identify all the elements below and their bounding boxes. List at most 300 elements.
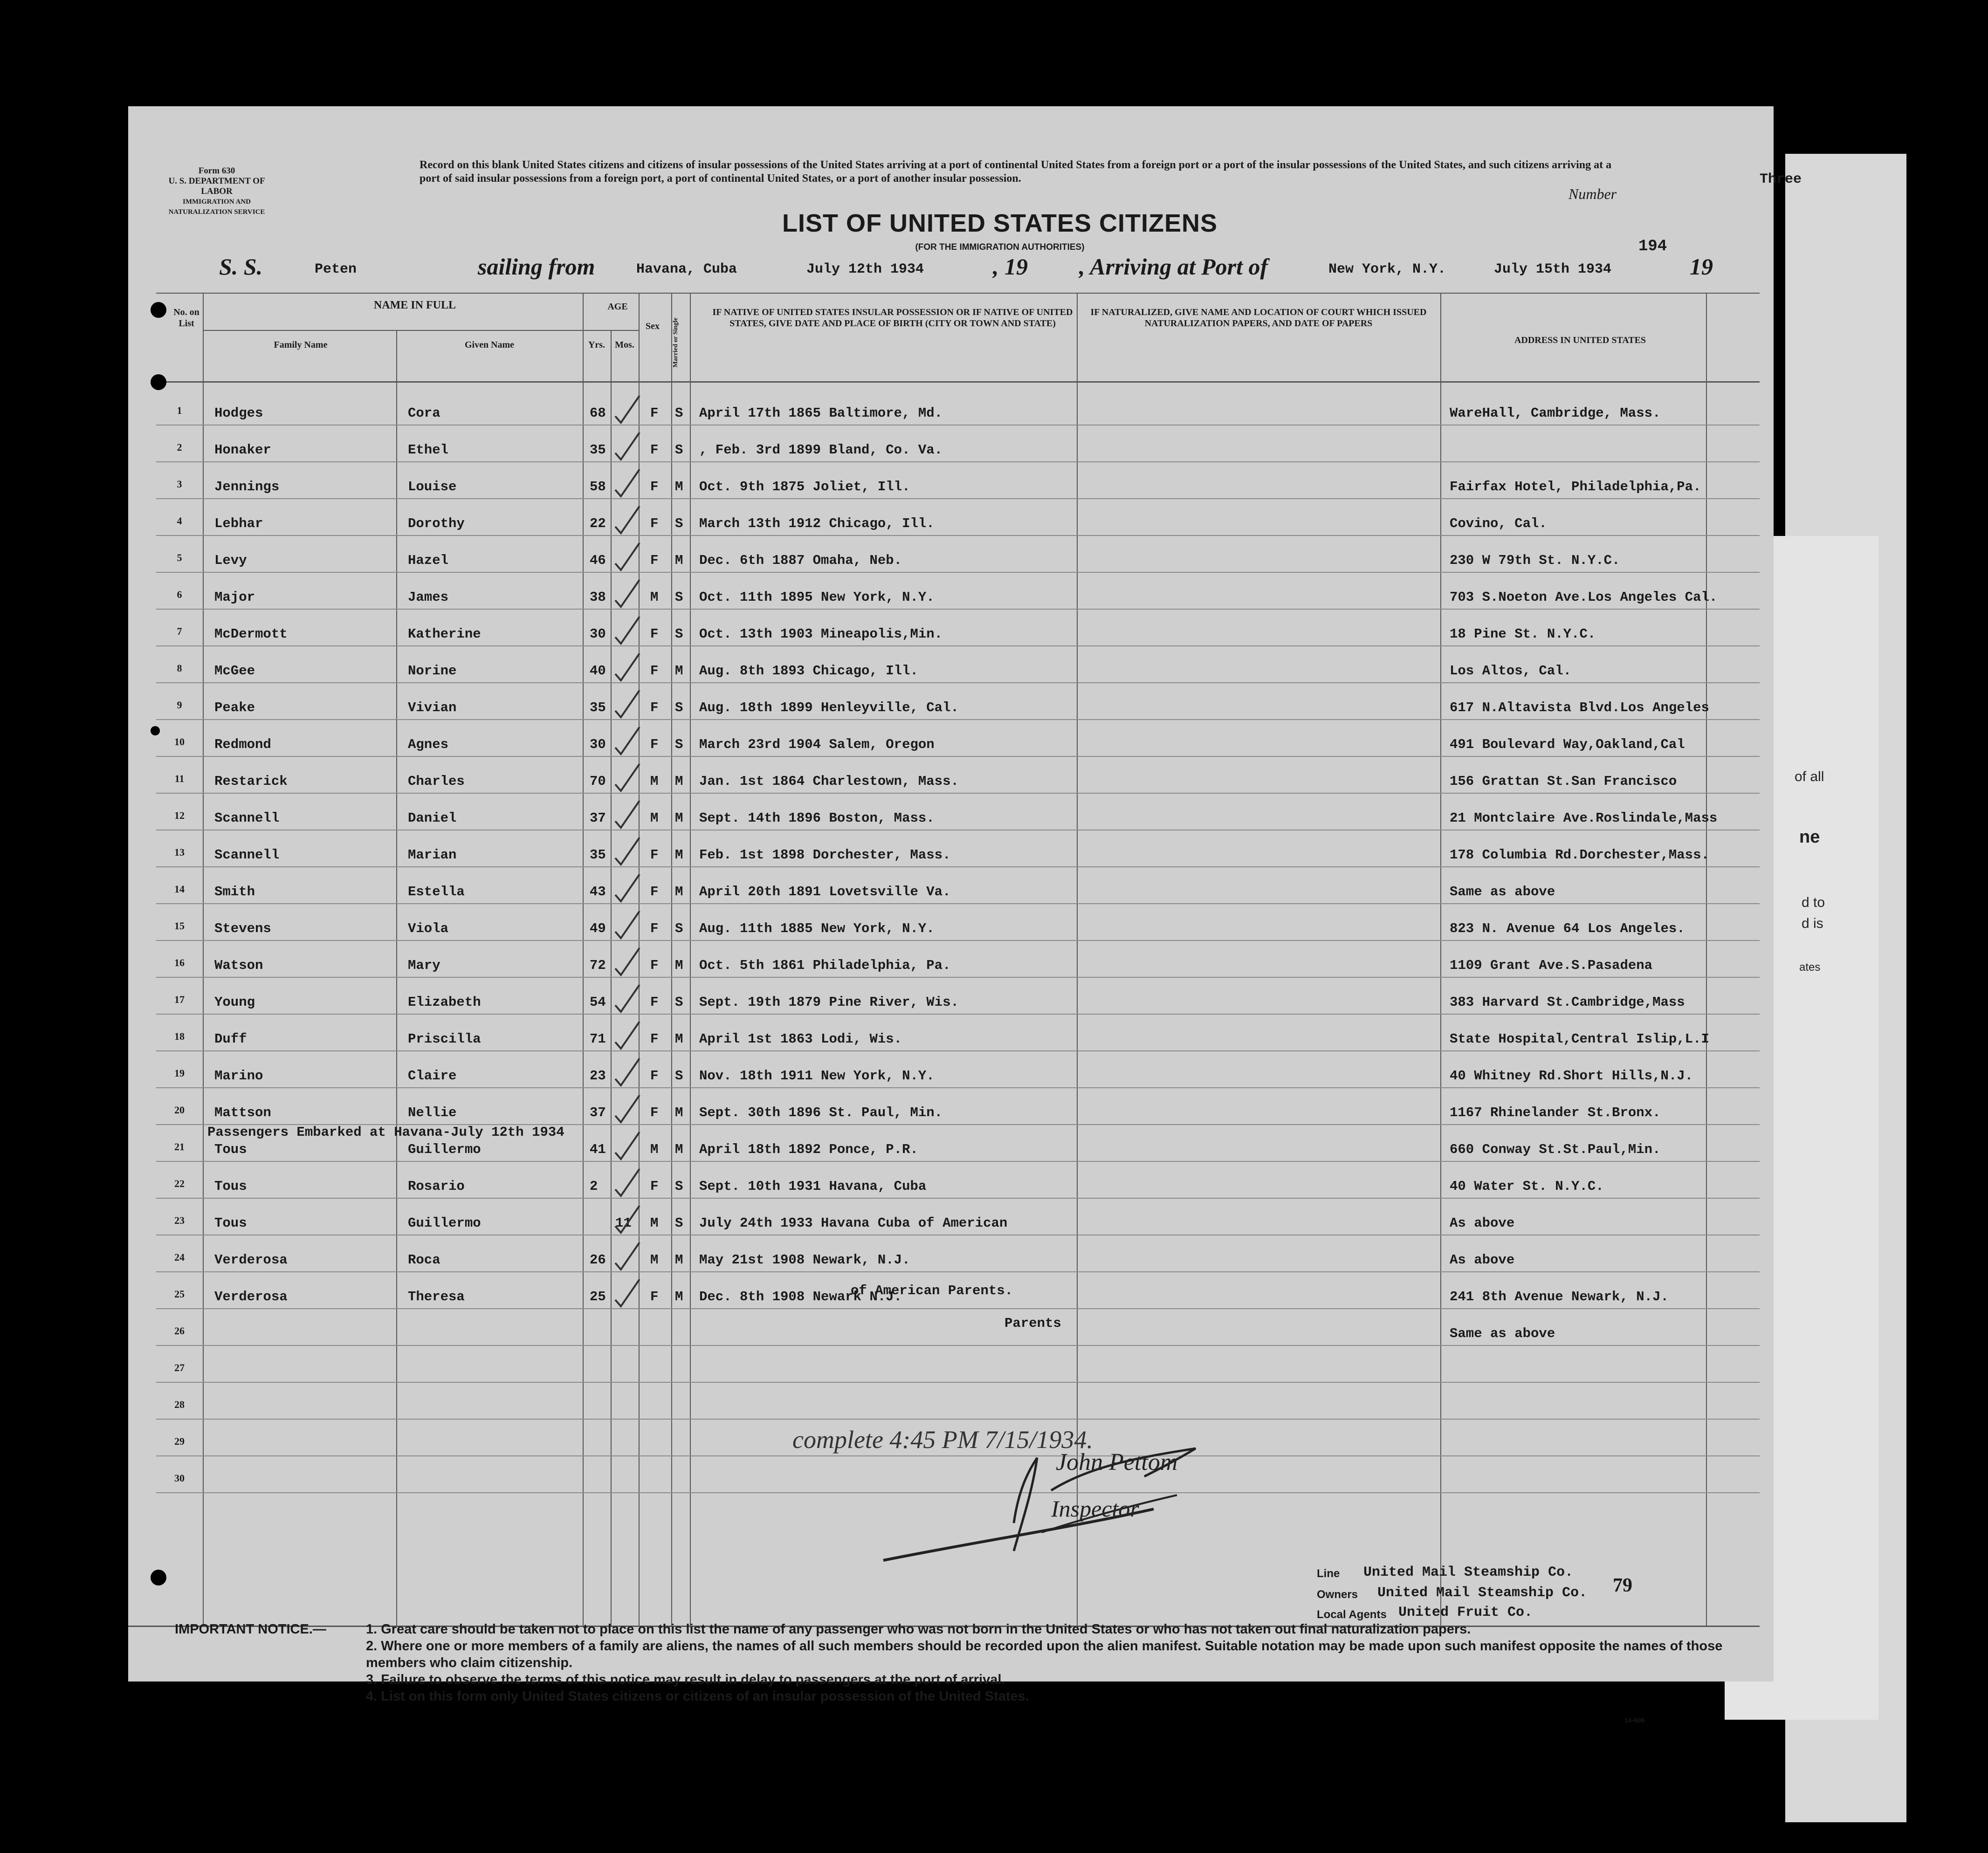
col-mos-header: Mos. — [615, 340, 634, 350]
age-months-cell: 11 — [615, 1215, 632, 1231]
col-birth-header: IF NATIVE OF UNITED STATES INSULAR POSSESSION OR IF NATIVE OF UNITED STATES, GIVE DATE AND PLACE OF BIRTH (CITY OR TOWN AND STATE) — [712, 307, 1073, 329]
row-number: 15 — [174, 920, 185, 932]
given-name-cell: Ethel — [408, 442, 449, 458]
address-cell: Covino, Cal. — [1450, 516, 1547, 531]
notice-item: 2. Where one or more members of a family are aliens, the names of all such members should be recorded upon the alien manifest. Suitable notation may be made upon such manifest opposite the names of those members who claim citizenship. — [366, 1639, 1723, 1670]
age-years-cell: 30 — [590, 737, 606, 752]
marital-status-cell: M — [675, 479, 683, 494]
family-name-cell: Redmond — [214, 737, 271, 752]
marital-status-cell: S — [675, 700, 683, 715]
family-name-cell: Young — [214, 995, 255, 1010]
address-cell: Same as above — [1450, 884, 1555, 899]
year-label: , 19 — [993, 254, 1028, 280]
row-number: 27 — [174, 1362, 185, 1373]
given-name-cell: Elizabeth — [408, 995, 481, 1010]
marital-status-cell: M — [675, 958, 683, 973]
check-mark-icon — [611, 577, 643, 610]
row-number: 1 — [177, 405, 182, 416]
birth-place-cell: April 17th 1865 Baltimore, Md. — [699, 405, 943, 421]
number-field — [1568, 172, 1802, 203]
address-cell: 1109 Grant Ave.S.Pasadena — [1450, 958, 1653, 973]
manifest-sheet — [128, 106, 1802, 1724]
row-rule — [156, 756, 1760, 757]
marital-status-cell: S — [675, 1179, 683, 1194]
birth-place-cell: March 23rd 1904 Salem, Oregon — [699, 737, 935, 752]
ship-name: Peten — [315, 261, 357, 277]
age-years-cell: 71 — [590, 1031, 606, 1047]
given-name-cell: Vivian — [408, 700, 457, 715]
birth-place-cell: Oct. 9th 1875 Joliet, Ill. — [699, 479, 910, 494]
address-cell: 40 Whitney Rd.Short Hills,N.J. — [1450, 1068, 1693, 1084]
check-mark-icon — [611, 393, 643, 426]
sex-cell: F — [650, 884, 659, 899]
marital-status-cell: M — [675, 774, 683, 789]
check-mark-icon — [611, 1240, 643, 1272]
row-rule — [156, 977, 1760, 978]
row-rule — [156, 498, 1760, 499]
rear-text: ne — [1799, 827, 1820, 847]
sex-cell: F — [650, 1289, 659, 1304]
check-mark-icon — [611, 761, 643, 794]
birth-place-cell: Aug. 8th 1893 Chicago, Ill. — [699, 663, 918, 679]
line-value: United Mail Steamship Co. — [1363, 1565, 1574, 1580]
marital-status-cell: M — [675, 1031, 683, 1047]
birth-place-cell: Oct. 11th 1895 New York, N.Y. — [699, 590, 935, 605]
family-name-cell: McGee — [214, 663, 255, 679]
age-years-cell: 37 — [590, 810, 606, 826]
marital-status-cell: S — [675, 442, 683, 458]
ss-label: S. S. — [219, 254, 263, 280]
address-cell: 491 Boulevard Way,Oakland,Cal — [1450, 737, 1685, 752]
row-number: 29 — [174, 1435, 185, 1447]
family-name-cell: Duff — [214, 1031, 247, 1047]
age-years-cell: 35 — [590, 442, 606, 458]
birth-place-cell: March 13th 1912 Chicago, Ill. — [699, 516, 935, 531]
address-cell: 1167 Rhinelander St.Bronx. — [1450, 1105, 1661, 1120]
age-years-cell: 35 — [590, 700, 606, 715]
col-given-header: Given Name — [464, 340, 515, 350]
marital-status-cell: M — [675, 1289, 683, 1304]
row-number: 23 — [174, 1215, 185, 1226]
birth-place-cell: April 18th 1892 Ponce, P.R. — [699, 1142, 918, 1157]
arriving-label: , Arriving at Port of — [1079, 254, 1268, 280]
given-name-cell: Rosario — [408, 1179, 465, 1194]
form-code: 14-606 — [1624, 1716, 1645, 1724]
number-label: Number — [1568, 185, 1617, 202]
check-mark-icon — [611, 614, 643, 646]
address-cell: Fairfax Hotel, Philadelphia,Pa. — [1450, 479, 1701, 494]
age-years-cell: 26 — [590, 1252, 606, 1268]
row-rule — [156, 572, 1760, 573]
row-number: 20 — [174, 1104, 185, 1116]
sex-cell: F — [650, 1105, 659, 1120]
row-number: 4 — [177, 515, 182, 527]
birth-place-cell: Oct. 13th 1903 Mineapolis,Min. — [699, 626, 943, 642]
row-number: 12 — [174, 810, 185, 821]
notice-item: 1. Great care should be taken not to place on this list the name of any passenger who was not born in the United States or who has not taken out final naturalization papers. — [366, 1622, 1471, 1637]
given-name-cell: Charles — [408, 774, 465, 789]
arrival-date: July 15th 1934 — [1494, 261, 1612, 277]
year-label: 19 — [1690, 254, 1713, 280]
address-cell: As above — [1450, 1252, 1515, 1268]
col-address-header: ADDRESS IN UNITED STATES — [1514, 335, 1646, 345]
given-name-cell: Guillermo — [408, 1215, 481, 1231]
row-rule — [156, 1419, 1760, 1420]
address-cell: 156 Grattan St.San Francisco — [1450, 774, 1677, 789]
family-name-cell: Verderosa — [214, 1289, 288, 1304]
signature — [874, 1439, 1256, 1588]
row-number: 21 — [174, 1141, 185, 1153]
marital-status-cell: S — [675, 995, 683, 1010]
age-years-cell: 25 — [590, 1289, 606, 1304]
check-mark-icon — [611, 467, 643, 499]
address-cell: 383 Harvard St.Cambridge,Mass — [1450, 995, 1685, 1010]
address-cell: 21 Montclaire Ave.Roslindale,Mass — [1450, 810, 1718, 826]
marital-status-cell: M — [675, 553, 683, 568]
sailing-from: Havana, Cuba — [636, 261, 737, 277]
address-cell: Los Altos, Cal. — [1450, 663, 1572, 679]
marital-status-cell: S — [675, 516, 683, 531]
row-number: 10 — [174, 736, 185, 748]
line-owners-block — [1317, 1567, 1736, 1628]
sex-cell: F — [650, 995, 659, 1010]
birth-place-cell: Sept. 19th 1879 Pine River, Wis. — [699, 995, 959, 1010]
passenger-table — [156, 293, 1760, 1644]
number-value: Three — [1760, 172, 1802, 187]
check-mark-icon — [611, 540, 643, 573]
notice-item: 4. List on this form only United States citizens or citizens of an insular possession of the United States. — [366, 1689, 1029, 1704]
owners-value: United Mail Steamship Co. — [1377, 1585, 1588, 1601]
row-rule — [156, 903, 1760, 904]
family-name-cell: Lebhar — [214, 516, 263, 531]
row-rule — [156, 1161, 1760, 1162]
row-rule — [156, 793, 1760, 794]
check-mark-icon — [611, 982, 643, 1015]
important-notice — [175, 1621, 1760, 1704]
sex-cell: F — [650, 516, 659, 531]
row-number: 7 — [177, 625, 182, 637]
sex-cell: M — [650, 1142, 659, 1157]
given-name-cell: Norine — [408, 663, 457, 679]
birth-place-cell: April 20th 1891 Lovetsville Va. — [699, 884, 951, 899]
page-number: 79 — [1613, 1575, 1632, 1596]
age-years-cell: 30 — [590, 626, 606, 642]
form-number: Form 630 — [198, 166, 235, 176]
check-mark-icon — [611, 798, 643, 830]
given-name-cell: Viola — [408, 921, 449, 936]
row-rule — [156, 682, 1760, 683]
age-years-cell: 70 — [590, 774, 606, 789]
sailing-label: sailing from — [478, 254, 595, 280]
row-number: 30 — [174, 1472, 185, 1484]
row-number: 25 — [174, 1288, 185, 1300]
given-name-cell: Theresa — [408, 1289, 465, 1304]
embarked-note: Passengers Embarked at Havana-July 12th 1934 — [207, 1125, 564, 1140]
family-name-cell: Verderosa — [214, 1252, 288, 1268]
col-yrs-header: Yrs. — [588, 340, 605, 350]
family-name-cell: McDermott — [214, 626, 288, 642]
given-name-cell: Marian — [408, 847, 457, 863]
family-name-cell: Tous — [214, 1179, 247, 1194]
check-mark-icon — [611, 503, 643, 536]
sex-cell: F — [650, 1179, 659, 1194]
birth-place-cell: Aug. 11th 1885 New York, N.Y. — [699, 921, 935, 936]
notice-heading: IMPORTANT NOTICE.— — [175, 1622, 326, 1637]
sex-cell: F — [650, 442, 659, 458]
birth-place-cell: Feb. 1st 1898 Dorchester, Mass. — [699, 847, 951, 863]
age-years-cell: 54 — [590, 995, 606, 1010]
given-name-cell: Agnes — [408, 737, 449, 752]
sex-cell: F — [650, 1068, 659, 1084]
birth-place-cell: Sept. 14th 1896 Boston, Mass. — [699, 810, 935, 826]
sex-cell: F — [650, 479, 659, 494]
row-rule — [156, 940, 1760, 941]
signature-name: John Pettom — [1056, 1449, 1178, 1476]
document-title: LIST OF UNITED STATES CITIZENS — [782, 209, 1218, 237]
family-name-cell: Restarick — [214, 774, 288, 789]
birth-place-cell: Dec. 6th 1887 Omaha, Neb. — [699, 553, 902, 568]
sex-cell: F — [650, 700, 659, 715]
signature-title: Inspector — [1051, 1496, 1139, 1522]
sailing-date: July 12th 1934 — [806, 261, 924, 277]
sex-cell: F — [650, 737, 659, 752]
age-years-cell: 35 — [590, 847, 606, 863]
notice-item: 3. Failure to observe the terms of this notice may result in delay to passengers at the port of arrival. — [366, 1672, 1005, 1687]
row-number: 13 — [174, 846, 185, 858]
col-family-header: Family Name — [274, 340, 328, 350]
age-years-cell: 22 — [590, 516, 606, 531]
address-cell: 617 N.Altavista Blvd.Los Angeles — [1450, 700, 1709, 715]
row-rule — [156, 1345, 1760, 1346]
row-number: 9 — [177, 699, 182, 711]
birth-place-cell: Dec. 8th 1908 Newark N.J. — [699, 1289, 902, 1304]
check-mark-icon — [611, 1277, 643, 1309]
family-name-cell: Mattson — [214, 1105, 271, 1120]
department: U. S. DEPARTMENT OF LABOR — [168, 176, 265, 196]
row-rule — [156, 719, 1760, 720]
address-cell: 18 Pine St. N.Y.C. — [1450, 626, 1596, 642]
voyage-line — [219, 253, 1804, 286]
row-rule — [156, 645, 1760, 646]
marital-status-cell: S — [675, 405, 683, 421]
sex-cell: F — [650, 921, 659, 936]
age-years-cell: 41 — [590, 1142, 606, 1157]
col-married-header: Married or Single — [672, 317, 679, 368]
check-mark-icon — [611, 1203, 643, 1235]
sex-cell: F — [650, 405, 659, 421]
sex-cell: F — [650, 553, 659, 568]
marital-status-cell: S — [675, 590, 683, 605]
family-name-cell: Levy — [214, 553, 247, 568]
given-name-cell: Nellie — [408, 1105, 457, 1120]
sex-cell: F — [650, 847, 659, 863]
age-years-cell: 58 — [590, 479, 606, 494]
check-mark-icon — [611, 687, 643, 720]
american-parents-note: of American Parents. — [851, 1283, 1013, 1298]
sex-cell: F — [650, 1031, 659, 1047]
col-age-header: AGE — [607, 302, 628, 312]
birth-place-cell: Nov. 18th 1911 New York, N.Y. — [699, 1068, 935, 1084]
age-years-cell: 46 — [590, 553, 606, 568]
marital-status-cell: S — [675, 1215, 683, 1231]
age-years-cell: 68 — [590, 405, 606, 421]
rear-text: of all — [1795, 769, 1824, 784]
row-number: 11 — [174, 773, 185, 784]
row-rule — [156, 609, 1760, 610]
row-number: 5 — [177, 552, 182, 563]
row-rule — [156, 535, 1760, 536]
agents-value: United Fruit Co. — [1398, 1605, 1533, 1620]
family-name-cell: Tous — [214, 1142, 247, 1157]
address-cell: State Hospital,Central Islip,L.I — [1450, 1031, 1709, 1047]
family-name-cell: Watson — [214, 958, 263, 973]
family-name-cell: Tous — [214, 1215, 247, 1231]
age-years-cell: 72 — [590, 958, 606, 973]
address-cell: 230 W 79th St. N.Y.C. — [1450, 553, 1620, 568]
age-years-cell: 38 — [590, 590, 606, 605]
marital-status-cell: S — [675, 921, 683, 936]
row-number: 26 — [174, 1325, 185, 1337]
form-header — [165, 166, 268, 217]
address-cell: 823 N. Avenue 64 Los Angeles. — [1450, 921, 1685, 936]
row-number: 19 — [174, 1067, 185, 1079]
age-years-cell: 49 — [590, 921, 606, 936]
row-number: 8 — [177, 662, 182, 674]
birth-place-cell: Aug. 18th 1899 Henleyville, Cal. — [699, 700, 959, 715]
marital-status-cell: M — [675, 1105, 683, 1120]
birth-place-cell: , Feb. 3rd 1899 Bland, Co. Va. — [699, 442, 943, 458]
given-name-cell: Mary — [408, 958, 440, 973]
family-name-cell: Smith — [214, 884, 255, 899]
intro-text: Record on this blank United States citizens and citizens of insular possessions of the United States arriving at a port of continental United States from a foreign port or a port of the insular possessions of the United States, and such citizens arriving at a port of said insular possessions from a foreign port, a port of continental United States, or a port of another insular possession. — [420, 159, 1612, 185]
row-rule — [156, 461, 1760, 462]
row-rule — [156, 1050, 1760, 1051]
given-name-cell: Estella — [408, 884, 465, 899]
row-rule — [156, 425, 1760, 426]
complete-note: complete 4:45 PM 7/15/1934. — [792, 1426, 1093, 1454]
family-name-cell: Major — [214, 590, 255, 605]
birth-place-cell: Oct. 5th 1861 Philadelphia, Pa. — [699, 958, 951, 973]
row-number: 2 — [177, 441, 182, 453]
family-name-cell: Peake — [214, 700, 255, 715]
row-number: 24 — [174, 1251, 185, 1263]
check-mark-icon — [611, 908, 643, 941]
given-name-cell: Louise — [408, 479, 457, 494]
family-name-cell: Marino — [214, 1068, 263, 1084]
marital-status-cell: S — [675, 1068, 683, 1084]
given-name-cell: Roca — [408, 1252, 440, 1268]
address-cell: 703 S.Noeton Ave.Los Angeles Cal. — [1450, 590, 1718, 605]
sex-cell: M — [650, 590, 659, 605]
address-cell: 660 Conway St.St.Paul,Min. — [1450, 1142, 1661, 1157]
family-name-cell: Jennings — [214, 479, 280, 494]
marital-status-cell: M — [675, 847, 683, 863]
marital-status-cell: M — [675, 1142, 683, 1157]
marital-status-cell: S — [675, 737, 683, 752]
marital-status-cell: M — [675, 663, 683, 679]
binder-hole — [151, 726, 160, 735]
check-mark-icon — [611, 430, 643, 462]
family-name-cell: Hodges — [214, 405, 263, 421]
marital-status-cell: M — [675, 884, 683, 899]
col-name-header: NAME IN FULL — [373, 299, 456, 311]
service: IMMIGRATION AND NATURALIZATION SERVICE — [168, 198, 265, 216]
age-years-cell: 23 — [590, 1068, 606, 1084]
agents-label: Local Agents — [1317, 1608, 1387, 1621]
given-name-cell: Claire — [408, 1068, 457, 1084]
sex-cell: M — [650, 1252, 659, 1268]
row-number: 22 — [174, 1178, 185, 1189]
check-mark-icon — [611, 945, 643, 978]
rear-text: d is — [1802, 916, 1823, 931]
address-cell: Same as above — [1450, 1326, 1555, 1341]
address-cell: 241 8th Avenue Newark, N.J. — [1450, 1289, 1669, 1304]
row-number: 6 — [177, 589, 182, 600]
check-mark-icon — [611, 1129, 643, 1162]
sex-cell: M — [650, 1215, 659, 1231]
birth-place-cell: Jan. 1st 1864 Charlestown, Mass. — [699, 774, 959, 789]
check-mark-icon — [611, 835, 643, 867]
col-naturalized-header: IF NATURALIZED, GIVE NAME AND LOCATION OF COURT WHICH ISSUED NATURALIZATION PAPERS, AND DATE OF PAPERS — [1090, 307, 1427, 329]
rear-text: ates — [1799, 961, 1821, 974]
given-name-cell: Hazel — [408, 553, 449, 568]
row-rule — [156, 1014, 1760, 1015]
row-number: 3 — [177, 478, 182, 490]
age-years-cell: 37 — [590, 1105, 606, 1120]
row-rule — [156, 1271, 1760, 1272]
check-mark-icon — [611, 724, 643, 757]
family-name-cell: Scannell — [214, 847, 280, 863]
birth-place-cell: April 1st 1863 Lodi, Wis. — [699, 1031, 902, 1047]
rear-text: d to — [1802, 895, 1825, 910]
given-name-cell: Katherine — [408, 626, 481, 642]
binder-hole — [151, 1570, 166, 1585]
document-subtitle: (FOR THE IMMIGRATION AUTHORITIES) — [915, 242, 1085, 252]
given-name-cell: Cora — [408, 405, 440, 421]
family-name-cell: Stevens — [214, 921, 271, 936]
birth-place-cell: Sept. 10th 1931 Havana, Cuba — [699, 1179, 927, 1194]
address-cell: As above — [1450, 1215, 1515, 1231]
row-rule — [156, 1382, 1760, 1383]
row-rule — [156, 1087, 1760, 1088]
row-number: 17 — [174, 994, 185, 1005]
given-name-cell: Daniel — [408, 810, 457, 826]
check-mark-icon — [611, 872, 643, 904]
check-mark-icon — [611, 1092, 643, 1125]
address-cell: 40 Water St. N.Y.C. — [1450, 1179, 1604, 1194]
binder-hole — [151, 374, 166, 390]
given-name-cell: Guillermo — [408, 1142, 481, 1157]
age-years-cell: 43 — [590, 884, 606, 899]
binder-hole — [151, 302, 166, 318]
line-label: Line — [1317, 1567, 1340, 1580]
stamp-number: 194 — [1638, 238, 1667, 255]
birth-place-cell: July 24th 1933 Havana Cuba of American — [699, 1215, 1008, 1231]
family-name-cell: Honaker — [214, 442, 271, 458]
owners-label: Owners — [1317, 1588, 1358, 1601]
marital-status-cell: M — [675, 1252, 683, 1268]
marital-status-cell: S — [675, 626, 683, 642]
given-name-cell: James — [408, 590, 449, 605]
row-number: 14 — [174, 883, 185, 895]
sex-cell: M — [650, 810, 659, 826]
row-rule — [156, 1308, 1760, 1309]
address-cell: WareHall, Cambridge, Mass. — [1450, 405, 1661, 421]
age-years-cell: 40 — [590, 663, 606, 679]
check-mark-icon — [611, 1166, 643, 1199]
sex-cell: F — [650, 663, 659, 679]
sex-cell: F — [650, 958, 659, 973]
